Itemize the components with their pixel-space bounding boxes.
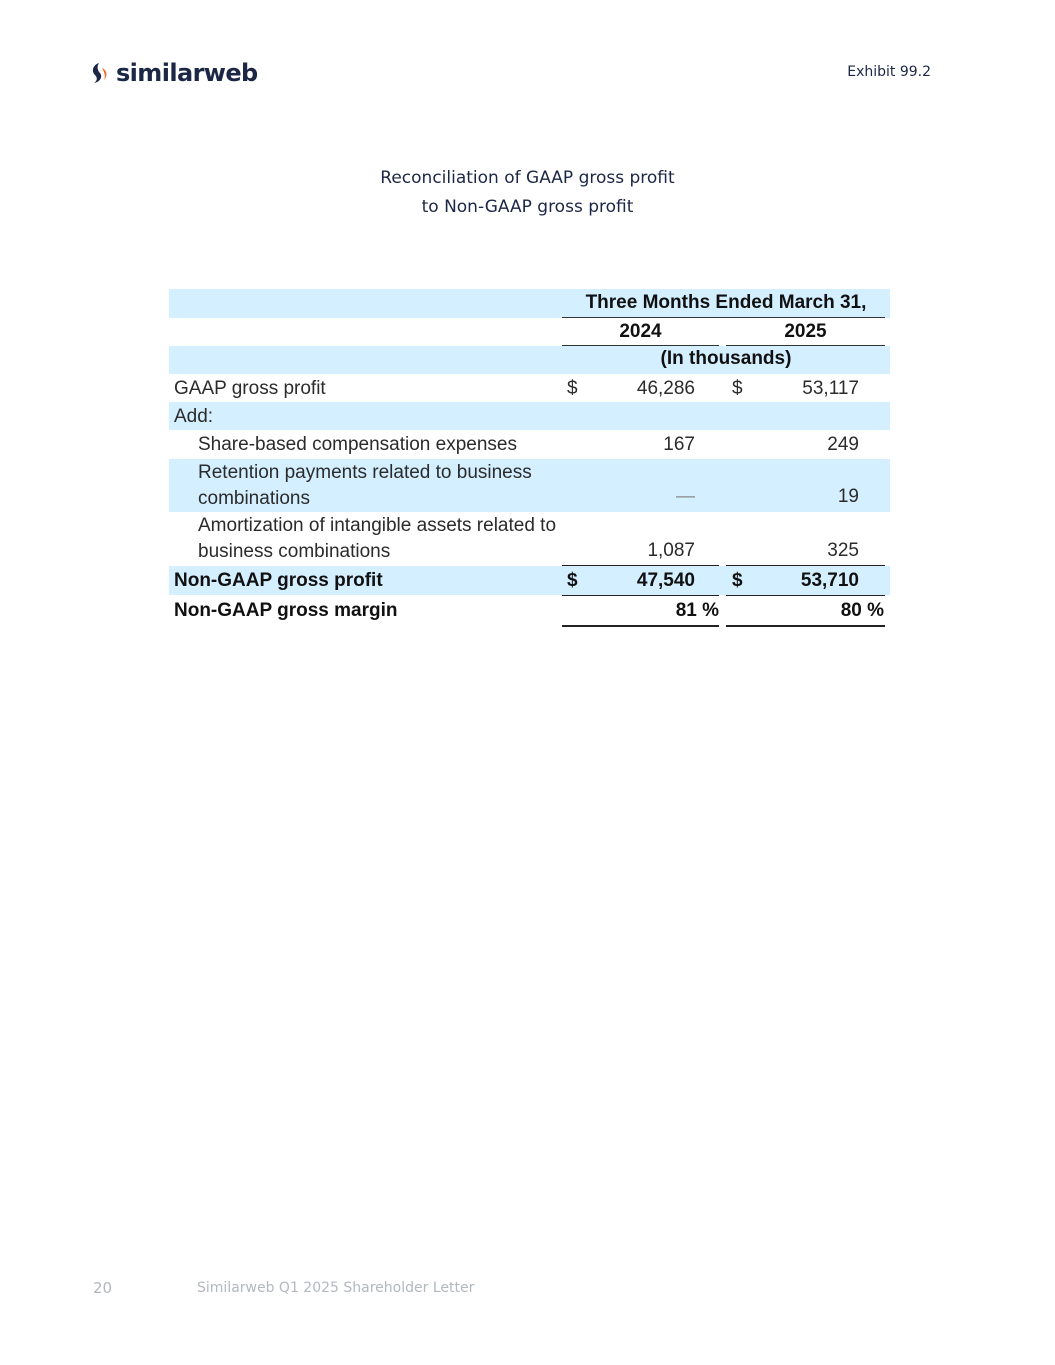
year-2025-header: 2025	[784, 321, 827, 342]
currency-2025: $	[732, 378, 743, 399]
value-2024: —	[676, 486, 695, 507]
table-row	[169, 566, 890, 595]
footer-doc-title: Similarweb Q1 2025 Shareholder Letter	[197, 1280, 475, 1296]
exhibit-label: Exhibit 99.2	[847, 64, 931, 80]
value-2024: 47,540	[636, 570, 695, 591]
value-2024: 81 %	[675, 600, 719, 621]
row-label: Share-based compensation expenses	[198, 434, 517, 455]
table-row	[169, 512, 890, 566]
value-2025: 19	[837, 486, 859, 507]
page-number: 20	[93, 1279, 113, 1297]
value-2025: 80 %	[840, 600, 884, 621]
currency-2024: $	[567, 570, 578, 591]
value-2024: 1,087	[647, 540, 695, 561]
currency-2025: $	[732, 570, 743, 591]
value-2025: 53,117	[802, 378, 859, 399]
table-header-years-row	[169, 318, 890, 346]
total-rule-2025	[726, 625, 885, 627]
page-title	[0, 164, 1055, 222]
row-label: Non-GAAP gross profit	[174, 570, 383, 591]
table-row	[169, 595, 890, 627]
row-label: Non-GAAP gross margin	[174, 600, 398, 621]
row-label: Add:	[174, 406, 214, 427]
value-2024: 167	[663, 434, 695, 455]
row-label: Amortization of intangible assets related to business combinations	[198, 515, 557, 562]
table-row	[169, 402, 890, 430]
total-rule-2024	[562, 625, 719, 627]
logo-text: similarweb	[116, 59, 258, 87]
value-2025: 325	[827, 540, 859, 561]
table-row	[169, 459, 890, 512]
table-header-period-row	[169, 289, 890, 318]
table-row	[169, 374, 890, 402]
table-row	[169, 430, 890, 459]
period-header: Three Months Ended March 31,	[585, 292, 867, 313]
margin-top-rule-2024	[562, 595, 719, 596]
margin-top-rule-2025	[726, 595, 885, 596]
currency-2024: $	[567, 378, 578, 399]
units-header: (In thousands)	[660, 348, 792, 369]
similarweb-logo-icon	[88, 61, 110, 85]
title-line-1: Reconciliation of GAAP gross profit	[380, 168, 675, 188]
value-2025: 53,710	[800, 570, 859, 591]
row-label: GAAP gross profit	[174, 378, 326, 399]
year-2024-header: 2024	[619, 321, 662, 342]
brand-logo	[88, 58, 258, 88]
title-line-2: to Non-GAAP gross profit	[421, 197, 634, 217]
value-2024: 46,286	[636, 378, 695, 399]
table-header-units-row	[169, 346, 890, 374]
reconciliation-table	[169, 289, 890, 627]
row-label: Retention payments related to business combinations	[198, 462, 532, 509]
value-2025: 249	[827, 434, 859, 455]
